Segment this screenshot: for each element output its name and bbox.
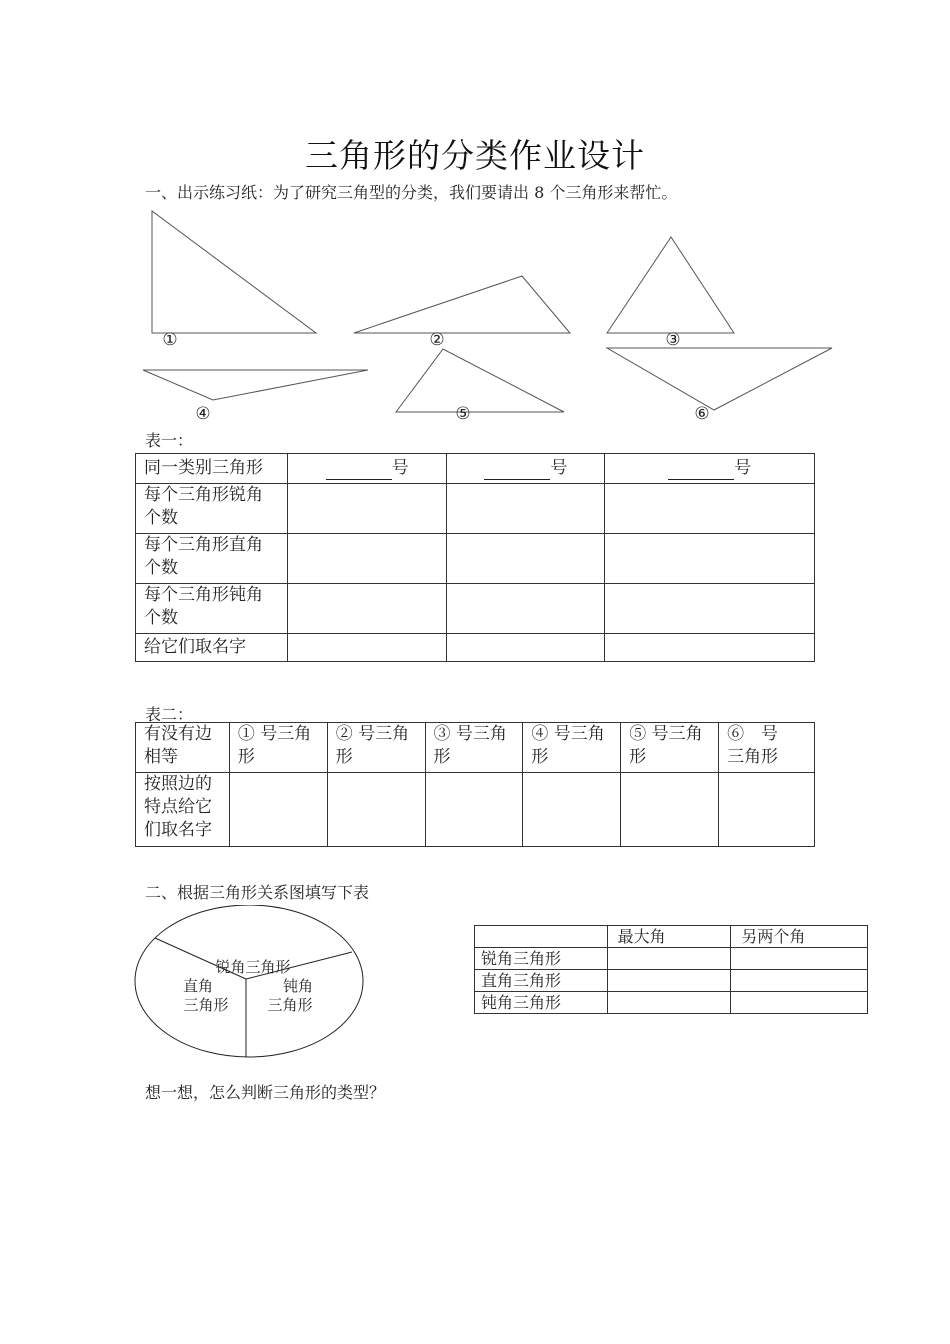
answer-cell[interactable] <box>605 584 815 634</box>
table2-header-cell: 有没有边相等 <box>136 723 230 773</box>
answer-cell[interactable] <box>327 773 425 847</box>
answer-cell[interactable] <box>731 948 868 970</box>
triangles-figure <box>0 0 950 430</box>
triangle-6 <box>607 348 832 410</box>
table-row <box>136 454 815 484</box>
table2-header-cell: ③ 号三角形 <box>425 723 523 773</box>
cell-text: 号 <box>550 458 568 478</box>
answer-cell[interactable] <box>447 634 605 662</box>
table2 <box>135 722 815 847</box>
answer-cell[interactable] <box>607 948 731 970</box>
table-row <box>136 773 815 847</box>
triangle-label-6: ⑥ <box>694 404 710 424</box>
triangle-4 <box>143 370 368 400</box>
table-row <box>475 926 868 948</box>
table2-caption: 表二： <box>145 705 194 724</box>
table1-group-3-cell[interactable] <box>605 454 815 484</box>
table-row <box>136 484 815 534</box>
table2-header-cell: ⑤ 号三角形 <box>621 723 719 773</box>
table1-row-label: 每个三角形锐角个数 <box>136 484 288 534</box>
answer-cell[interactable] <box>605 634 815 662</box>
triangle-label-2: ② <box>429 330 445 350</box>
table1-row-label: 每个三角形直角个数 <box>136 534 288 584</box>
section2-title: 二、根据三角形关系图填写下表 <box>145 883 370 902</box>
table1-row-label: 同一类别三角形 <box>136 454 288 484</box>
cell-text: 号 <box>391 458 409 478</box>
answer-cell[interactable] <box>605 534 815 584</box>
answer-cell[interactable] <box>621 773 719 847</box>
table1-row-label: 给它们取名字 <box>136 634 288 662</box>
diagram-obtuse-label-1: 钝角 <box>282 977 314 995</box>
answer-cell[interactable] <box>607 992 731 1014</box>
relationship-diagram <box>130 905 370 1065</box>
blank-line[interactable] <box>326 461 392 480</box>
table2-header-cell: ② 号三角形 <box>327 723 425 773</box>
answer-cell[interactable] <box>447 584 605 634</box>
table3-row-label: 钝角三角形 <box>475 992 608 1014</box>
triangle-label-3: ③ <box>665 330 681 350</box>
table-row <box>475 992 868 1014</box>
answer-cell[interactable] <box>287 634 447 662</box>
answer-cell[interactable] <box>605 484 815 534</box>
table-row <box>136 723 815 773</box>
triangle-label-1: ① <box>162 330 178 350</box>
table3 <box>474 925 868 1014</box>
answer-cell[interactable] <box>287 584 447 634</box>
answer-cell[interactable] <box>523 773 621 847</box>
answer-cell[interactable] <box>731 992 868 1014</box>
answer-cell[interactable] <box>425 773 523 847</box>
triangle-1 <box>152 211 316 333</box>
table-row <box>475 948 868 970</box>
table3-row-label: 锐角三角形 <box>475 948 608 970</box>
question-text: 想一想，怎么判断三角形的类型？ <box>145 1083 386 1102</box>
table3-header-cell: 最大角 <box>607 926 731 948</box>
table3-row-label: 直角三角形 <box>475 970 608 992</box>
cell-text: 号 <box>734 458 752 478</box>
diagram-obtuse-label-2: 三角形 <box>267 996 313 1014</box>
table3-header-cell: 另两个角 <box>731 926 868 948</box>
section1-intro: 一、出示练习纸：为了研究三角型的分类，我们要请出 8 个三角形来帮忙。 <box>145 183 678 202</box>
blank-line[interactable] <box>668 461 734 480</box>
table-row <box>136 634 815 662</box>
table-row <box>136 584 815 634</box>
table2-header-cell: ④ 号三角形 <box>523 723 621 773</box>
table2-header-cell: ① 号三角形 <box>229 723 327 773</box>
table-row <box>475 970 868 992</box>
answer-cell[interactable] <box>447 484 605 534</box>
table1 <box>135 453 815 662</box>
answer-cell[interactable] <box>287 534 447 584</box>
answer-cell[interactable] <box>447 534 605 584</box>
table1-group-1-cell[interactable] <box>287 454 447 484</box>
answer-cell[interactable] <box>719 773 815 847</box>
diagram-acute-label: 锐角三角形 <box>215 958 291 976</box>
table1-caption: 表一： <box>145 431 194 450</box>
triangle-3 <box>607 237 734 333</box>
answer-cell[interactable] <box>731 970 868 992</box>
table1-group-2-cell[interactable] <box>447 454 605 484</box>
triangle-label-5: ⑤ <box>455 404 471 424</box>
triangle-label-4: ④ <box>195 404 211 424</box>
table-row <box>136 534 815 584</box>
triangle-2 <box>354 276 570 333</box>
diagram-ellipse <box>135 905 363 1057</box>
page-title: 三角形的分类作业设计 <box>305 136 645 175</box>
blank-line[interactable] <box>484 461 550 480</box>
diagram-right-angle-label-1: 直角 <box>182 977 214 995</box>
answer-cell[interactable] <box>607 970 731 992</box>
answer-cell[interactable] <box>229 773 327 847</box>
triangle-5 <box>396 349 564 412</box>
table2-header-cell: ⑥ 号 三角形 <box>719 723 815 773</box>
diagram-right-angle-label-2: 三角形 <box>183 996 229 1014</box>
table3-header-cell <box>475 926 608 948</box>
table2-row-label: 按照边的特点给它们取名字 <box>136 773 230 847</box>
table1-row-label: 每个三角形钝角个数 <box>136 584 288 634</box>
answer-cell[interactable] <box>287 484 447 534</box>
